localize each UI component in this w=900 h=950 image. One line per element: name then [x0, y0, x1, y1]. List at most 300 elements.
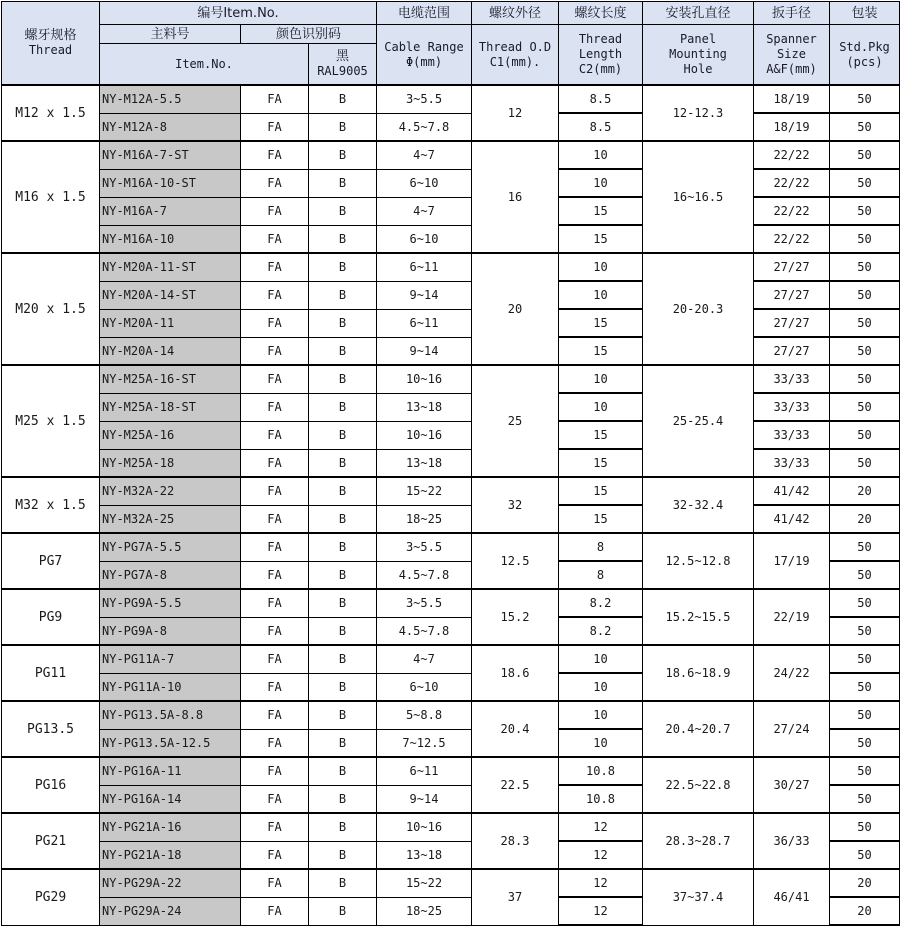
material-cell: FA	[241, 841, 309, 869]
item-group-label: 编号Item.No.	[197, 5, 279, 21]
table-row	[2, 813, 900, 841]
thread-length-cell: 10	[559, 141, 643, 169]
std-pkg-cell: 20	[830, 477, 900, 505]
spanner-size-cell: 17/19	[754, 533, 830, 589]
std-pkg-cell: 50	[830, 225, 900, 253]
hole-en1: Panel	[679, 32, 717, 46]
table-row	[2, 337, 900, 365]
thread-length-cell: 12	[559, 897, 643, 925]
span-header-en	[754, 25, 830, 86]
thread-length-cell: 8.2	[559, 589, 643, 617]
thread-cell: M32 x 1.5	[2, 477, 100, 533]
len-en2: Length	[578, 47, 623, 61]
material-cell: FA	[241, 589, 309, 617]
thread-length-cell: 10	[559, 645, 643, 673]
std-pkg-cell: 50	[830, 617, 900, 645]
span-en1: Spanner	[766, 32, 817, 46]
std-pkg-cell: 50	[830, 337, 900, 365]
thread-cell: PG9	[2, 589, 100, 645]
table-row	[2, 393, 900, 421]
cable-en1: Cable Range	[384, 39, 464, 54]
thread-length-cell: 10	[559, 169, 643, 197]
hole-en3: Hole	[683, 62, 713, 76]
cable-range-cell: 18~25	[377, 505, 472, 533]
item-no-cell: NY-M20A-11	[100, 309, 241, 337]
cable-range-cell: 6~11	[377, 757, 472, 785]
mounting-hole-cell: 32-32.4	[643, 477, 754, 533]
material-cell: FA	[241, 561, 309, 589]
table-row	[2, 505, 900, 533]
material-cell: FA	[241, 169, 309, 197]
span-en2: Size	[777, 47, 806, 61]
spec-table	[1, 1, 900, 926]
cable-range-cell: 6~10	[377, 673, 472, 701]
mounting-hole-cell: 12.5~12.8	[643, 533, 754, 589]
table-row	[2, 645, 900, 673]
len-cn-label: 螺纹长度	[574, 5, 627, 21]
mounting-hole-cell: 25-25.4	[643, 365, 754, 477]
thread-length-cell: 10	[559, 393, 643, 421]
spanner-size-cell: 36/33	[754, 813, 830, 869]
table-row	[2, 309, 900, 337]
color-code-cell: B	[309, 701, 377, 729]
item-no-cell: NY-PG7A-5.5	[100, 533, 241, 561]
thread-header	[2, 2, 100, 86]
pkg-en1: Std.Pkg	[839, 39, 890, 54]
item-no-cell: NY-M32A-22	[100, 477, 241, 505]
thread-length-cell: 15	[559, 309, 643, 337]
table-row	[2, 281, 900, 309]
cable-range-cell: 15~22	[377, 869, 472, 897]
thread-length-cell: 8.2	[559, 617, 643, 645]
std-pkg-cell: 50	[830, 169, 900, 197]
table-row	[2, 225, 900, 253]
item-no-cell: NY-PG11A-10	[100, 673, 241, 701]
color-code-cell: B	[309, 421, 377, 449]
spanner-size-cell: 22/22	[754, 225, 830, 253]
color-code-cell: B	[309, 169, 377, 197]
table-row	[2, 757, 900, 785]
table-row	[2, 533, 900, 561]
thread-od-cell: 15.2	[472, 589, 559, 645]
material-cell: FA	[241, 113, 309, 141]
thread-cell: PG7	[2, 533, 100, 589]
item-no-cell: NY-PG16A-14	[100, 785, 241, 813]
cable-range-cell: 13~18	[377, 393, 472, 421]
cable-range-cell: 15~22	[377, 477, 472, 505]
material-cell: FA	[241, 673, 309, 701]
thread-cell: PG29	[2, 869, 100, 925]
item-no-cell: NY-M25A-18	[100, 449, 241, 477]
item-no-cell: NY-M12A-8	[100, 113, 241, 141]
color-code-cell: B	[309, 785, 377, 813]
item-no-cell: NY-PG7A-8	[100, 561, 241, 589]
material-cell: FA	[241, 729, 309, 757]
spanner-size-cell: 33/33	[754, 449, 830, 477]
thread-cell: PG13.5	[2, 701, 100, 757]
item-no-cell: NY-M25A-16	[100, 421, 241, 449]
std-pkg-cell: 50	[830, 365, 900, 393]
item-group-header	[100, 2, 377, 25]
span-header-cn	[754, 2, 830, 25]
hole-cn-label: 安装孔直径	[665, 5, 731, 21]
color-code-cell: B	[309, 645, 377, 673]
table-header	[2, 2, 900, 86]
color-code-cell: B	[309, 841, 377, 869]
std-pkg-cell: 20	[830, 505, 900, 533]
color-code-cell: B	[309, 589, 377, 617]
table-row	[2, 869, 900, 897]
table-body	[2, 85, 900, 925]
material-cell: FA	[241, 141, 309, 169]
material-cell: FA	[241, 225, 309, 253]
item-no-cell: NY-M25A-16-ST	[100, 365, 241, 393]
cable-range-cell: 3~5.5	[377, 589, 472, 617]
mounting-hole-cell: 16~16.5	[643, 141, 754, 253]
material-cell: FA	[241, 617, 309, 645]
thread-cell: PG16	[2, 757, 100, 813]
item-no-label: Item.No.	[175, 56, 233, 71]
color-code-cell: B	[309, 477, 377, 505]
table-row	[2, 253, 900, 281]
spanner-size-cell: 27/27	[754, 309, 830, 337]
color-code-cell: B	[309, 141, 377, 169]
material-cell: FA	[241, 421, 309, 449]
cable-range-cell: 3~5.5	[377, 85, 472, 113]
spanner-size-cell: 22/22	[754, 141, 830, 169]
spanner-size-cell: 41/42	[754, 505, 830, 533]
cable-cn-label: 电缆范围	[397, 5, 450, 21]
color-code-cell: B	[309, 617, 377, 645]
od-header-cn	[472, 2, 559, 25]
std-pkg-cell: 50	[830, 393, 900, 421]
black-header	[309, 44, 377, 86]
thread-cell: M12 x 1.5	[2, 85, 100, 141]
std-pkg-cell: 50	[830, 113, 900, 141]
cable-en2: Φ(mm)	[405, 54, 443, 69]
thread-length-cell: 15	[559, 337, 643, 365]
std-pkg-cell: 50	[830, 253, 900, 281]
cable-range-cell: 6~11	[377, 309, 472, 337]
pkg-header-cn	[830, 2, 900, 25]
thread-length-cell: 15	[559, 225, 643, 253]
color-code-cell: B	[309, 505, 377, 533]
ral-code: RAL9005	[317, 64, 368, 78]
std-pkg-cell: 50	[830, 561, 900, 589]
spanner-size-cell: 41/42	[754, 477, 830, 505]
std-pkg-cell: 50	[830, 645, 900, 673]
color-code-cell: B	[309, 309, 377, 337]
cable-range-cell: 4.5~7.8	[377, 113, 472, 141]
thread-length-cell: 8.5	[559, 85, 643, 113]
item-no-cell: NY-M25A-18-ST	[100, 393, 241, 421]
material-cell: FA	[241, 85, 309, 113]
len-en1: Thread	[578, 32, 623, 46]
std-pkg-cell: 50	[830, 701, 900, 729]
mounting-hole-cell: 22.5~22.8	[643, 757, 754, 813]
table-row	[2, 113, 900, 141]
spanner-size-cell: 22/22	[754, 169, 830, 197]
cable-range-cell: 9~14	[377, 337, 472, 365]
thread-length-cell: 10	[559, 673, 643, 701]
item-no-cell: NY-M16A-7-ST	[100, 141, 241, 169]
spanner-size-cell: 27/27	[754, 281, 830, 309]
std-pkg-cell: 50	[830, 813, 900, 841]
mounting-hole-cell: 20-20.3	[643, 253, 754, 365]
mounting-hole-cell: 15.2~15.5	[643, 589, 754, 645]
thread-od-cell: 20	[472, 253, 559, 365]
thread-length-cell: 10	[559, 701, 643, 729]
thread-length-cell: 10	[559, 729, 643, 757]
mounting-hole-cell: 37~37.4	[643, 869, 754, 925]
thread-od-cell: 28.3	[472, 813, 559, 869]
len-en3: C2(mm)	[578, 62, 623, 76]
item-no-cell: NY-M20A-11-ST	[100, 253, 241, 281]
item-no-header	[100, 44, 309, 86]
material-cell: FA	[241, 365, 309, 393]
table-row	[2, 589, 900, 617]
thread-length-cell: 12	[559, 869, 643, 897]
material-cell: FA	[241, 645, 309, 673]
mounting-hole-cell: 12-12.3	[643, 85, 754, 141]
hole-header-cn	[643, 2, 754, 25]
thread-length-cell: 10	[559, 253, 643, 281]
table-row	[2, 169, 900, 197]
color-code-cell: B	[309, 85, 377, 113]
mounting-hole-cell: 28.3~28.7	[643, 813, 754, 869]
cable-range-cell: 9~14	[377, 281, 472, 309]
thread-cell: PG11	[2, 645, 100, 701]
item-no-cell: NY-PG9A-8	[100, 617, 241, 645]
material-cell: FA	[241, 309, 309, 337]
material-cell: FA	[241, 393, 309, 421]
color-code-cell: B	[309, 673, 377, 701]
spanner-size-cell: 27/27	[754, 253, 830, 281]
material-cell: FA	[241, 701, 309, 729]
std-pkg-cell: 50	[830, 197, 900, 225]
cable-range-cell: 4~7	[377, 645, 472, 673]
spanner-size-cell: 18/19	[754, 113, 830, 141]
hole-en2: Mounting	[669, 47, 727, 61]
hole-header-en	[643, 25, 754, 86]
thread-length-cell: 15	[559, 197, 643, 225]
cable-range-cell: 10~16	[377, 813, 472, 841]
cable-range-cell: 10~16	[377, 365, 472, 393]
cable-range-cell: 4~7	[377, 141, 472, 169]
thread-length-cell: 10	[559, 281, 643, 309]
material-cell: FA	[241, 337, 309, 365]
thread-od-cell: 32	[472, 477, 559, 533]
od-cn-label: 螺纹外径	[488, 5, 541, 21]
color-code-cell: B	[309, 365, 377, 393]
table-row	[2, 421, 900, 449]
material-cell: FA	[241, 897, 309, 925]
thread-length-cell: 10.8	[559, 757, 643, 785]
item-no-cell: NY-PG29A-22	[100, 869, 241, 897]
color-code-cell: B	[309, 813, 377, 841]
od-header-en	[472, 25, 559, 86]
span-en3: A&F(mm)	[766, 62, 817, 76]
thread-od-cell: 37	[472, 869, 559, 925]
std-pkg-cell: 50	[830, 309, 900, 337]
thread-length-cell: 12	[559, 841, 643, 869]
mounting-hole-cell: 20.4~20.7	[643, 701, 754, 757]
od-en2: C1(mm).	[489, 54, 541, 69]
cable-range-cell: 6~10	[377, 225, 472, 253]
cable-range-cell: 18~25	[377, 897, 472, 925]
color-code-cell: B	[309, 561, 377, 589]
std-pkg-cell: 50	[830, 589, 900, 617]
thread-length-cell: 8	[559, 533, 643, 561]
len-header-en	[559, 25, 643, 86]
thread-od-cell: 25	[472, 365, 559, 477]
item-no-cell: NY-PG16A-11	[100, 757, 241, 785]
item-no-cell: NY-PG13.5A-8.8	[100, 701, 241, 729]
thread-cell: PG21	[2, 813, 100, 869]
item-no-cell: NY-M20A-14-ST	[100, 281, 241, 309]
color-code-cell: B	[309, 449, 377, 477]
spanner-size-cell: 18/19	[754, 85, 830, 113]
color-code-cell: B	[309, 393, 377, 421]
spanner-size-cell: 22/19	[754, 589, 830, 645]
cable-range-cell: 13~18	[377, 449, 472, 477]
thread-length-cell: 12	[559, 813, 643, 841]
spanner-size-cell: 22/22	[754, 197, 830, 225]
black-cn: 黑	[335, 49, 349, 64]
thread-cell: M16 x 1.5	[2, 141, 100, 253]
spanner-size-cell: 33/33	[754, 421, 830, 449]
table-row	[2, 365, 900, 393]
table-row	[2, 85, 900, 113]
table-row	[2, 477, 900, 505]
pkg-header-en	[830, 25, 900, 86]
thread-od-cell: 12.5	[472, 533, 559, 589]
od-en1: Thread O.D	[478, 39, 552, 54]
std-pkg-cell: 50	[830, 141, 900, 169]
std-pkg-cell: 50	[830, 757, 900, 785]
spanner-size-cell: 33/33	[754, 393, 830, 421]
table-row	[2, 449, 900, 477]
item-no-cell: NY-PG13.5A-12.5	[100, 729, 241, 757]
thread-od-cell: 18.6	[472, 645, 559, 701]
material-cell: FA	[241, 757, 309, 785]
thread-header-en: Thread	[28, 43, 73, 57]
thread-length-cell: 15	[559, 421, 643, 449]
item-no-cell: NY-PG9A-5.5	[100, 589, 241, 617]
spanner-size-cell: 24/22	[754, 645, 830, 701]
color-code-cell: B	[309, 757, 377, 785]
spanner-size-cell: 30/27	[754, 757, 830, 813]
thread-od-cell: 20.4	[472, 701, 559, 757]
main-part-label: 主料号	[150, 26, 190, 42]
material-cell: FA	[241, 505, 309, 533]
cable-range-cell: 5~8.8	[377, 701, 472, 729]
table-row	[2, 141, 900, 169]
std-pkg-cell: 50	[830, 673, 900, 701]
thread-length-cell: 15	[559, 449, 643, 477]
thread-length-cell: 8	[559, 561, 643, 589]
color-code-header	[241, 25, 377, 44]
cable-header-en	[377, 25, 472, 86]
table-row	[2, 197, 900, 225]
material-cell: FA	[241, 533, 309, 561]
color-code-cell: B	[309, 897, 377, 925]
std-pkg-cell: 50	[830, 533, 900, 561]
main-part-header	[100, 25, 241, 44]
thread-length-cell: 15	[559, 477, 643, 505]
color-code-cell: B	[309, 113, 377, 141]
color-code-label: 颜色识别码	[275, 26, 341, 42]
color-code-cell: B	[309, 729, 377, 757]
item-no-cell: NY-M16A-7	[100, 197, 241, 225]
thread-cell: M20 x 1.5	[2, 253, 100, 365]
color-code-cell: B	[309, 337, 377, 365]
mounting-hole-cell: 18.6~18.9	[643, 645, 754, 701]
item-no-cell: NY-M12A-5.5	[100, 85, 241, 113]
std-pkg-cell: 50	[830, 785, 900, 813]
std-pkg-cell: 50	[830, 449, 900, 477]
std-pkg-cell: 20	[830, 897, 900, 925]
color-code-cell: B	[309, 533, 377, 561]
thread-length-cell: 15	[559, 505, 643, 533]
thread-od-cell: 16	[472, 141, 559, 253]
spanner-size-cell: 27/27	[754, 337, 830, 365]
std-pkg-cell: 50	[830, 421, 900, 449]
thread-header-cn: 螺牙规格	[24, 28, 77, 43]
thread-length-cell: 10	[559, 365, 643, 393]
color-code-cell: B	[309, 197, 377, 225]
cable-range-cell: 4.5~7.8	[377, 561, 472, 589]
item-no-cell: NY-PG21A-18	[100, 841, 241, 869]
spanner-size-cell: 33/33	[754, 365, 830, 393]
pkg-en2: (pcs)	[846, 54, 883, 69]
spanner-size-cell: 46/41	[754, 869, 830, 925]
material-cell: FA	[241, 477, 309, 505]
span-cn-label: 扳手径	[771, 5, 811, 21]
material-cell: FA	[241, 449, 309, 477]
material-cell: FA	[241, 869, 309, 897]
item-no-cell: NY-PG21A-16	[100, 813, 241, 841]
spanner-size-cell: 27/24	[754, 701, 830, 757]
std-pkg-cell: 50	[830, 729, 900, 757]
cable-range-cell: 3~5.5	[377, 533, 472, 561]
cable-range-cell: 9~14	[377, 785, 472, 813]
cable-range-cell: 13~18	[377, 841, 472, 869]
item-no-cell: NY-M16A-10-ST	[100, 169, 241, 197]
material-cell: FA	[241, 813, 309, 841]
cable-range-cell: 4~7	[377, 197, 472, 225]
cable-header-cn	[377, 2, 472, 25]
material-cell: FA	[241, 197, 309, 225]
item-no-cell: NY-M20A-14	[100, 337, 241, 365]
cable-range-cell: 10~16	[377, 421, 472, 449]
cable-range-cell: 4.5~7.8	[377, 617, 472, 645]
cable-range-cell: 7~12.5	[377, 729, 472, 757]
thread-od-cell: 12	[472, 85, 559, 141]
cable-range-cell: 6~11	[377, 253, 472, 281]
len-header-cn	[559, 2, 643, 25]
item-no-cell: NY-M32A-25	[100, 505, 241, 533]
color-code-cell: B	[309, 253, 377, 281]
pkg-cn-label: 包装	[851, 5, 878, 21]
std-pkg-cell: 50	[830, 281, 900, 309]
material-cell: FA	[241, 281, 309, 309]
std-pkg-cell: 50	[830, 841, 900, 869]
color-code-cell: B	[309, 281, 377, 309]
std-pkg-cell: 50	[830, 85, 900, 113]
table-row	[2, 701, 900, 729]
material-cell: FA	[241, 785, 309, 813]
